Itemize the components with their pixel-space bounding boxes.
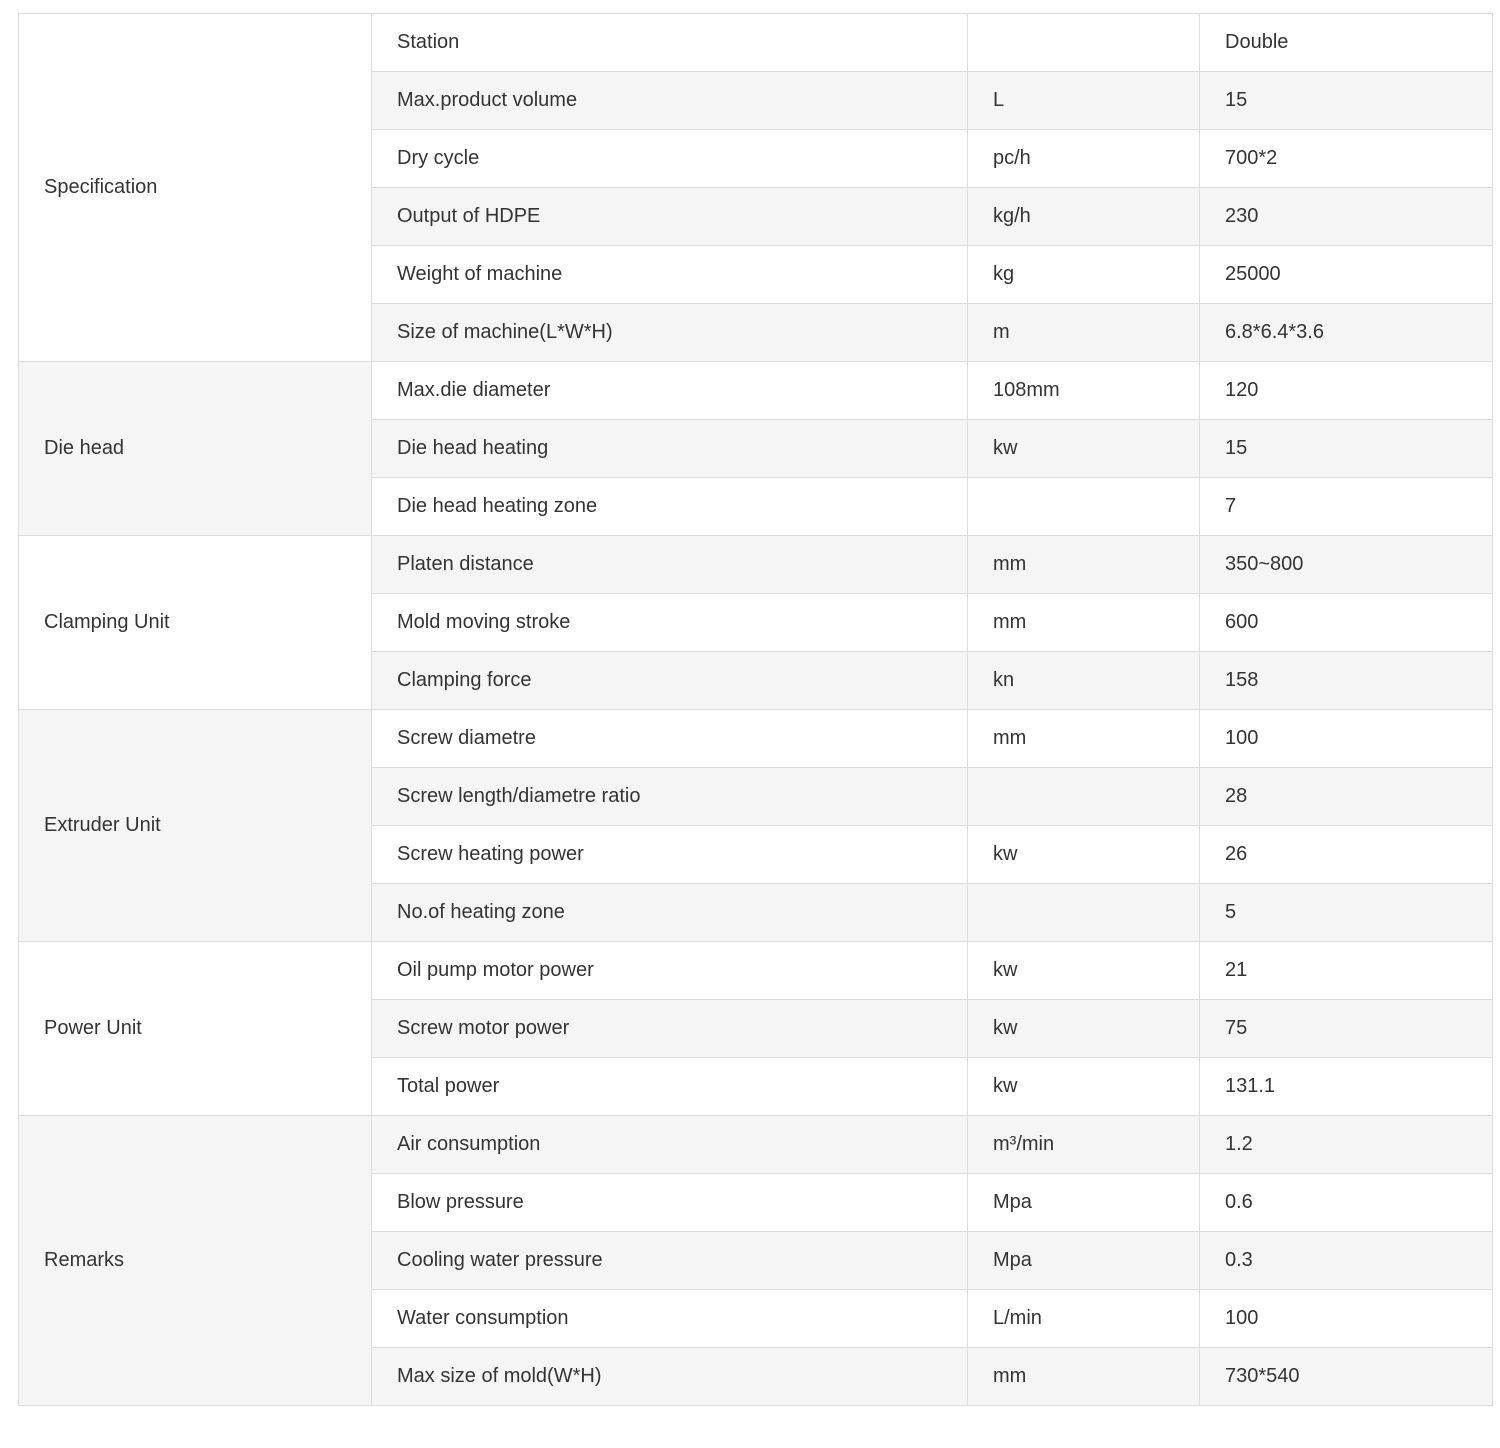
group-label-cell: Power Unit xyxy=(19,942,372,1116)
unit-cell xyxy=(968,768,1200,826)
value-cell: 5 xyxy=(1200,884,1493,942)
param-cell: Clamping force xyxy=(372,652,968,710)
table-row xyxy=(19,1116,1493,1174)
param-cell: Oil pump motor power xyxy=(372,942,968,1000)
param-cell: Die head heating zone xyxy=(372,478,968,536)
param-cell: Blow pressure xyxy=(372,1174,968,1232)
value-cell: 600 xyxy=(1200,594,1493,652)
group-label-cell: Die head xyxy=(19,362,372,536)
value-cell: 0.3 xyxy=(1200,1232,1493,1290)
unit-cell: pc/h xyxy=(968,130,1200,188)
param-cell: Die head heating xyxy=(372,420,968,478)
value-cell: 0.6 xyxy=(1200,1174,1493,1232)
value-cell: 100 xyxy=(1200,1290,1493,1348)
param-cell: Max.product volume xyxy=(372,72,968,130)
param-cell: No.of heating zone xyxy=(372,884,968,942)
table-row xyxy=(19,942,1493,1000)
unit-cell xyxy=(968,884,1200,942)
unit-cell: mm xyxy=(968,1348,1200,1406)
param-cell: Dry cycle xyxy=(372,130,968,188)
unit-cell: m³/min xyxy=(968,1116,1200,1174)
unit-cell: kn xyxy=(968,652,1200,710)
unit-cell: mm xyxy=(968,710,1200,768)
param-cell: Screw heating power xyxy=(372,826,968,884)
value-cell: 15 xyxy=(1200,72,1493,130)
param-cell: Mold moving stroke xyxy=(372,594,968,652)
value-cell: 7 xyxy=(1200,478,1493,536)
unit-cell: Mpa xyxy=(968,1174,1200,1232)
param-cell: Station xyxy=(372,14,968,72)
value-cell: 6.8*6.4*3.6 xyxy=(1200,304,1493,362)
unit-cell: kw xyxy=(968,942,1200,1000)
value-cell: 75 xyxy=(1200,1000,1493,1058)
param-cell: Weight of machine xyxy=(372,246,968,304)
unit-cell xyxy=(968,14,1200,72)
unit-cell: 108mm xyxy=(968,362,1200,420)
group-label-cell: Specification xyxy=(19,14,372,362)
param-cell: Air consumption xyxy=(372,1116,968,1174)
param-cell: Cooling water pressure xyxy=(372,1232,968,1290)
value-cell: 100 xyxy=(1200,710,1493,768)
value-cell: 1.2 xyxy=(1200,1116,1493,1174)
spec-table-body xyxy=(19,14,1493,1406)
group-label-cell: Clamping Unit xyxy=(19,536,372,710)
unit-cell: mm xyxy=(968,536,1200,594)
unit-cell: kw xyxy=(968,1000,1200,1058)
param-cell: Platen distance xyxy=(372,536,968,594)
unit-cell: kw xyxy=(968,826,1200,884)
table-row xyxy=(19,14,1493,72)
unit-cell: m xyxy=(968,304,1200,362)
param-cell: Max.die diameter xyxy=(372,362,968,420)
unit-cell: Mpa xyxy=(968,1232,1200,1290)
value-cell: 26 xyxy=(1200,826,1493,884)
value-cell: 15 xyxy=(1200,420,1493,478)
unit-cell: kg/h xyxy=(968,188,1200,246)
unit-cell: kw xyxy=(968,1058,1200,1116)
unit-cell: L/min xyxy=(968,1290,1200,1348)
unit-cell: L xyxy=(968,72,1200,130)
param-cell: Water consumption xyxy=(372,1290,968,1348)
value-cell: 700*2 xyxy=(1200,130,1493,188)
unit-cell: kw xyxy=(968,420,1200,478)
group-label-cell: Extruder Unit xyxy=(19,710,372,942)
value-cell: 21 xyxy=(1200,942,1493,1000)
value-cell: 730*540 xyxy=(1200,1348,1493,1406)
table-row xyxy=(19,710,1493,768)
table-row xyxy=(19,536,1493,594)
param-cell: Total power xyxy=(372,1058,968,1116)
value-cell: 131.1 xyxy=(1200,1058,1493,1116)
value-cell: 28 xyxy=(1200,768,1493,826)
value-cell: 25000 xyxy=(1200,246,1493,304)
param-cell: Output of HDPE xyxy=(372,188,968,246)
param-cell: Max size of mold(W*H) xyxy=(372,1348,968,1406)
param-cell: Size of machine(L*W*H) xyxy=(372,304,968,362)
value-cell: 158 xyxy=(1200,652,1493,710)
param-cell: Screw motor power xyxy=(372,1000,968,1058)
spec-table xyxy=(18,13,1493,1406)
value-cell: Double xyxy=(1200,14,1493,72)
value-cell: 350~800 xyxy=(1200,536,1493,594)
unit-cell xyxy=(968,478,1200,536)
group-label-cell: Remarks xyxy=(19,1116,372,1406)
param-cell: Screw diametre xyxy=(372,710,968,768)
table-row xyxy=(19,362,1493,420)
param-cell: Screw length/diametre ratio xyxy=(372,768,968,826)
value-cell: 120 xyxy=(1200,362,1493,420)
unit-cell: mm xyxy=(968,594,1200,652)
value-cell: 230 xyxy=(1200,188,1493,246)
unit-cell: kg xyxy=(968,246,1200,304)
